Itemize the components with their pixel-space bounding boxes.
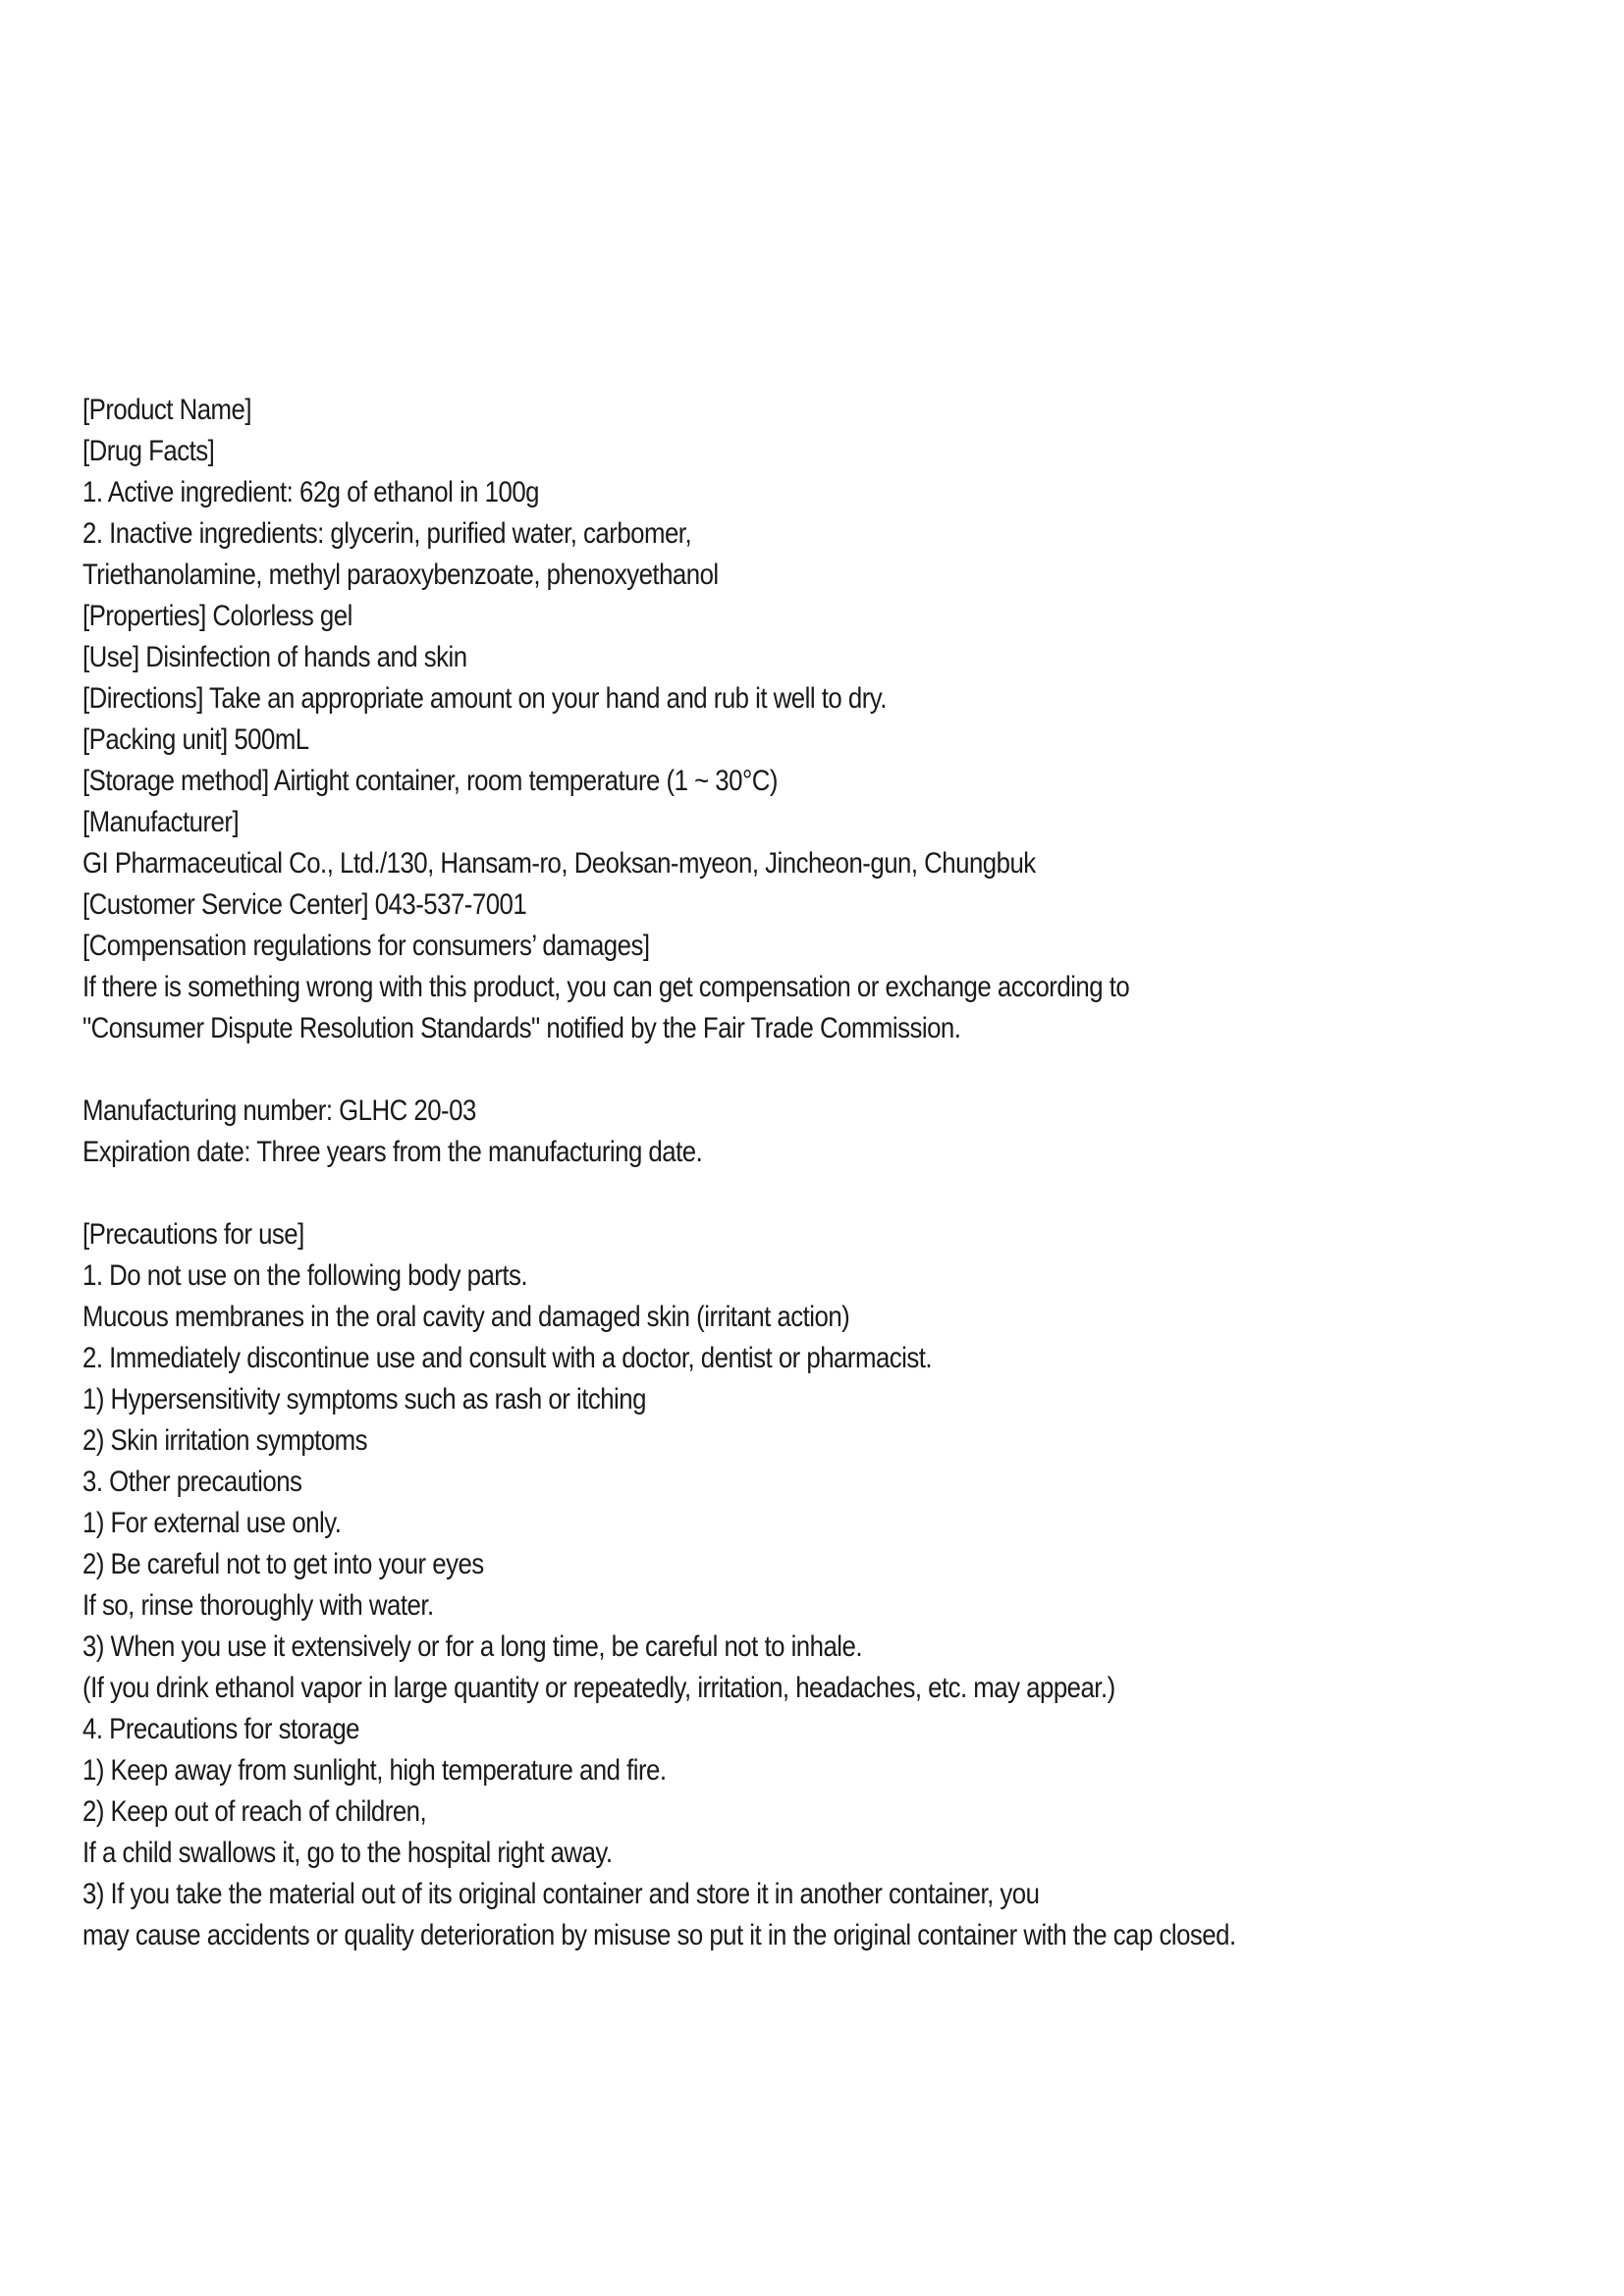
use-line: [Use] Disinfection of hands and skin	[82, 641, 467, 673]
precaution-item: 2) Skin irritation symptoms	[82, 1424, 368, 1457]
compensation-heading: [Compensation regulations for consumers’ damages]	[82, 930, 650, 962]
inactive-ingredients-line-continued: Triethanolamine, methyl paraoxybenzoate, phenoxyethanol	[82, 559, 719, 591]
precautions-section	[82, 1214, 1569, 1956]
precaution-item: If so, rinse thoroughly with water.	[82, 1589, 434, 1622]
precaution-item: 1. Do not use on the following body parts.	[82, 1259, 528, 1292]
manufacturer-address-line: GI Pharmaceutical Co., Ltd./130, Hansam-ro, Deoksan-myeon, Jincheon-gun, Chungbuk	[82, 847, 1036, 880]
active-ingredient-line: 1. Active ingredient: 62g of ethanol in 100g	[82, 476, 539, 508]
precaution-item: may cause accidents or quality deterioration by misuse so put it in the original container with the cap closed.	[82, 1919, 1236, 1951]
precaution-item: 2) Keep out of reach of children,	[82, 1795, 427, 1828]
compensation-text-line-continued: "Consumer Dispute Resolution Standards" notified by the Fair Trade Commission.	[82, 1012, 961, 1044]
storage-method-line: [Storage method] Airtight container, room temperature (1 ~ 30°C)	[82, 765, 778, 797]
manufacturing-section	[82, 1091, 1569, 1173]
precaution-item: If a child swallows it, go to the hospital right away.	[82, 1837, 613, 1869]
precaution-item: 3. Other precautions	[82, 1466, 302, 1498]
precaution-item: 1) Hypersensitivity symptoms such as rash or itching	[82, 1383, 646, 1415]
precaution-item: 1) For external use only.	[82, 1507, 342, 1539]
packing-unit-line: [Packing unit] 500mL	[82, 723, 309, 756]
precaution-item: 1) Keep away from sunlight, high temperature and fire.	[82, 1754, 667, 1787]
precaution-item: 3) If you take the material out of its original container and store it in another container, you	[82, 1878, 1040, 1910]
precaution-item: Mucous membranes in the oral cavity and damaged skin (irritant action)	[82, 1301, 850, 1333]
customer-service-line: [Customer Service Center] 043-537-7001	[82, 888, 527, 921]
precaution-item: (If you drink ethanol vapor in large quantity or repeatedly, irritation, headaches, etc. may appear.)	[82, 1672, 1115, 1704]
precautions-heading: [Precautions for use]	[82, 1218, 304, 1251]
precaution-item: 2. Immediately discontinue use and consult with a doctor, dentist or pharmacist.	[82, 1342, 933, 1374]
compensation-text-line: If there is something wrong with this product, you can get compensation or exchange according to	[82, 971, 1130, 1003]
precaution-item: 2) Be careful not to get into your eyes	[82, 1548, 484, 1580]
drug-facts-heading: [Drug Facts]	[82, 435, 215, 467]
manufacturer-heading: [Manufacturer]	[82, 806, 240, 838]
expiration-date-line: Expiration date: Three years from the manufacturing date.	[82, 1136, 703, 1168]
directions-line: [Directions] Take an appropriate amount on your hand and rub it well to dry.	[82, 682, 887, 715]
product-name-heading: [Product Name]	[82, 394, 252, 426]
product-info-section	[82, 390, 1569, 1049]
precaution-item: 4. Precautions for storage	[82, 1713, 360, 1745]
precaution-item: 3) When you use it extensively or for a long time, be careful not to inhale.	[82, 1630, 862, 1663]
inactive-ingredients-line: 2. Inactive ingredients: glycerin, purified water, carbomer,	[82, 517, 692, 550]
properties-line: [Properties] Colorless gel	[82, 600, 352, 632]
manufacturing-number-line: Manufacturing number: GLHC 20-03	[82, 1095, 476, 1127]
